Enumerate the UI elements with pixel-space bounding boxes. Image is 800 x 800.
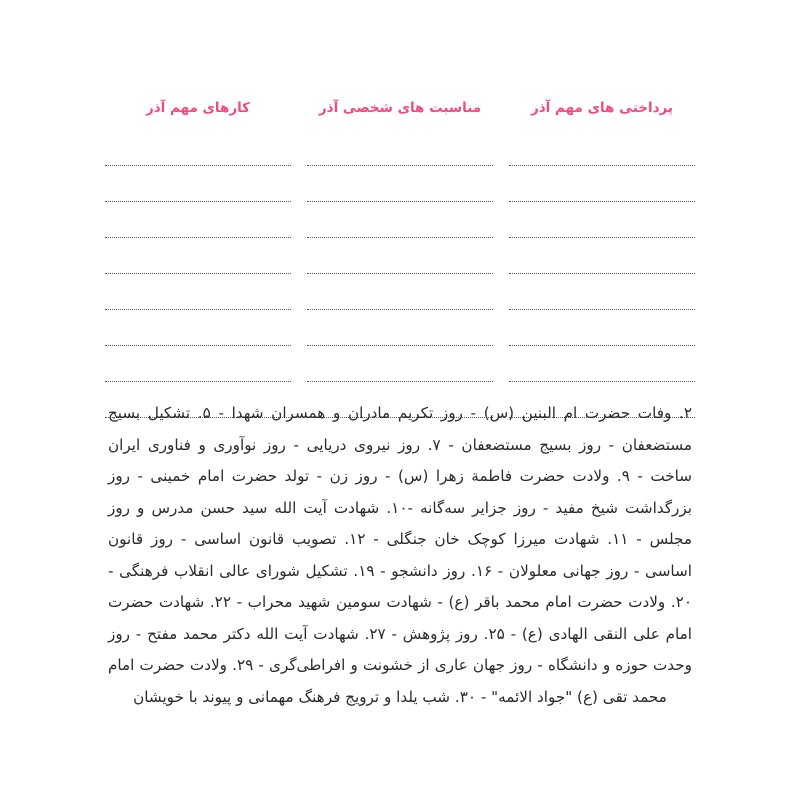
writing-lines-personal-occasions — [307, 130, 493, 418]
column-important-tasks — [105, 100, 291, 418]
writing-line[interactable] — [509, 166, 695, 202]
column-title-important-tasks: کارهای مهم آذر — [145, 100, 251, 116]
column-title-personal-occasions: مناسبت های شخصی آذر — [318, 100, 482, 116]
writing-line[interactable] — [509, 238, 695, 274]
writing-line[interactable] — [105, 346, 291, 382]
writing-line[interactable] — [105, 238, 291, 274]
writing-line[interactable] — [307, 202, 493, 238]
writing-line[interactable] — [105, 166, 291, 202]
writing-line[interactable] — [105, 310, 291, 346]
writing-line[interactable] — [105, 130, 291, 166]
writing-line[interactable] — [307, 274, 493, 310]
writing-line[interactable] — [509, 130, 695, 166]
column-personal-occasions — [307, 100, 493, 418]
writing-line[interactable] — [509, 202, 695, 238]
note-columns — [105, 100, 695, 418]
column-title-payments: پرداختی های مهم آذر — [530, 100, 673, 116]
writing-line[interactable] — [307, 130, 493, 166]
writing-line[interactable] — [307, 310, 493, 346]
writing-line[interactable] — [509, 346, 695, 382]
writing-line[interactable] — [105, 274, 291, 310]
writing-line[interactable] — [105, 202, 291, 238]
occasions-paragraph: ۲. وفات حضرت ام البنین (س) - روز تکریم مادران و همسران شهدا - ۵. تشکیل بسیج مستضعفان - روز بسیج مستضعفان - ۷. روز نیروی دریایی - روز نوآوری و فناوری ایران ساخت - ۹. ولادت حضرت فاطمة زهرا (س) - روز زن - تولد حضرت امام خمینی - روز بزرگداشت شیخ مفید - روز جزایر سه‌گانه -۱۰. شهادت آیت الله سید حسن مدرس و روز مجلس - ۱۱. شهادت میرزا کوچک خان جنگلی - ۱۲. تصویب قانون اساسی - روز قانون اساسی - روز جهانی معلولان - ۱۶. روز دانشجو - ۱۹. تشکیل شورای عالی انقلاب فرهنگی - ۲۰. ولادت حضرت امام محمد باقر (ع) - شهادت سومین شهید محراب - ۲۲. شهادت حضرت امام علی النقی الهادی (ع) - ۲۵. روز پژوهش - ۲۷. شهادت آیت الله دکتر محمد مفتح - روز وحدت حوزه و دانشگاه - روز جهان عاری از خشونت و افراطی‌گری - ۲۹. ولادت حضرت امام محمد تقی (ع) "جواد الائمه" - ۳۰. شب یلدا و ترویج فرهنگ مهمانی و پیوند با خویشان — [108, 404, 693, 706]
writing-line[interactable] — [307, 346, 493, 382]
writing-line[interactable] — [509, 274, 695, 310]
writing-lines-payments — [509, 130, 695, 418]
writing-line[interactable] — [509, 310, 695, 346]
column-payments — [509, 100, 695, 418]
writing-line[interactable] — [307, 238, 493, 274]
writing-line[interactable] — [307, 166, 493, 202]
writing-lines-important-tasks — [105, 130, 291, 418]
